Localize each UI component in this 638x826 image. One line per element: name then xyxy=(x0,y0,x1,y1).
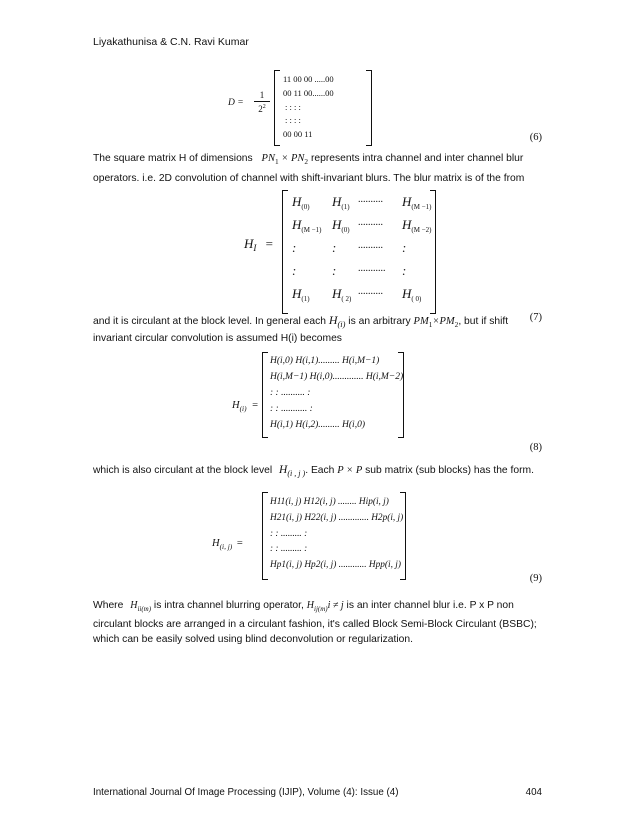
eq7-cell: : xyxy=(332,263,337,278)
equation-number-9: (9) xyxy=(529,573,542,584)
eq7-dots: .......... xyxy=(358,217,383,228)
eq8-lhs: $H_{(i)}$ = xyxy=(232,400,259,413)
eq6-matrix xyxy=(274,70,372,146)
eq6-fraction: 1 $2^2$ xyxy=(254,90,270,115)
equation-number-6: (6) xyxy=(529,132,542,143)
eq8-row: H(i,1) H(i,2)......... H(i,0) xyxy=(270,420,365,430)
eq8-matrix xyxy=(262,352,404,438)
eq8-row: : : ........... : xyxy=(270,404,313,414)
eq7-cell: : xyxy=(332,240,337,255)
eq7-cell: $H_{(M -1)}$ xyxy=(402,194,432,211)
paragraph-1: The square matrix H of dimensions $PN_1 \times PN_2$ represents intra channel and inter channel blur operators. i.e. 2D convolution of channel with shift-invariant blurs. The blur matrix is of the from xyxy=(93,153,525,184)
eq8-row: : : .......... : xyxy=(270,388,311,398)
eq9-row: : : ......... : xyxy=(270,529,308,539)
eq6-row: 00 00 11 xyxy=(283,129,313,139)
eq6-lhs: D = xyxy=(228,98,244,108)
eq7-cell: $H_{(1)}$ xyxy=(332,194,350,211)
eq7-dots: .......... xyxy=(358,194,383,205)
eq9-lhs: $H_{(i, j)}$ = xyxy=(212,538,243,551)
eq7-cell: $H_{(0)}$ xyxy=(332,217,350,234)
eq7-cell: : xyxy=(402,263,407,278)
eq7-lhs: $H_I$ = xyxy=(244,236,274,253)
eq6-row: 11 00 00 .....00 xyxy=(283,74,334,84)
eq8-row: H(i,M−1) H(i,0)............. H(i,M−2) xyxy=(270,372,404,382)
equation-number-8: (8) xyxy=(529,442,542,453)
eq7-cell: $H_{( 2)}$ xyxy=(332,286,352,303)
eq7-cell: $H_{( 0)}$ xyxy=(402,286,422,303)
page-number: 404 xyxy=(525,787,542,798)
eq8-row: H(i,0) H(i,1)......... H(i,M−1) xyxy=(270,356,380,366)
eq9-matrix xyxy=(262,492,406,580)
eq6-row: 00 11 00......00 xyxy=(283,88,334,98)
eq7-cell: : xyxy=(292,263,297,278)
eq7-cell: $H_{(M -1)}$ xyxy=(292,217,322,234)
eq9-row: Hp1(i, j) Hp2(i, j) ............ Hpp(i, j) xyxy=(270,560,401,570)
eq7-dots: ........... xyxy=(358,263,386,274)
eq7-cell: $H_{(0)}$ xyxy=(292,194,310,211)
eq9-row: H11(i, j) H12(i, j) ........ Hip(i, j) xyxy=(270,497,389,507)
eq6-row: : : : : xyxy=(285,115,301,125)
paragraph-4: Where $H_{ii(m)}$ is intra channel blurring operator, $H_{ij(m)}i \ne j$ is an inter channel blur i.e. P x P non circulant blocks are arranged in a circulant fashion, it's called Block Semi-Block Circulant (BSBC); which can be easily solved using blind deconvolution or regularization. xyxy=(93,600,537,645)
eq7-dots: .......... xyxy=(358,240,383,251)
eq7-cell: : xyxy=(292,240,297,255)
eq7-dots: .......... xyxy=(358,286,383,297)
eq7-matrix xyxy=(282,190,436,314)
eq9-row: : : ......... : xyxy=(270,544,308,554)
eq7-cell: $H_{(M -2)}$ xyxy=(402,217,432,234)
paragraph-3: which is also circulant at the block level $H_{(i , j )}$. Each P × P sub matrix (sub blocks) has the form. xyxy=(93,464,534,478)
paragraph-2: and it is circulant at the block level. In general each $H_{(i)}$ is an arbitrary $PM_1\times PM_2$, but if shift invariant circular convolution is assumed H(i) becomes xyxy=(93,313,509,344)
eq6-row: : : : : xyxy=(285,102,301,112)
eq7-cell: $H_{(1)}$ xyxy=(292,286,310,303)
equation-number-7: (7) xyxy=(529,312,542,323)
running-header: Liyakathunisa & C.N. Ravi Kumar xyxy=(93,36,249,48)
eq7-cell: : xyxy=(402,240,407,255)
journal-footer: International Journal Of Image Processing (IJIP), Volume (4): Issue (4) xyxy=(93,787,399,798)
eq9-row: H21(i, j) H22(i, j) ............. H2p(i, j) xyxy=(270,513,404,523)
